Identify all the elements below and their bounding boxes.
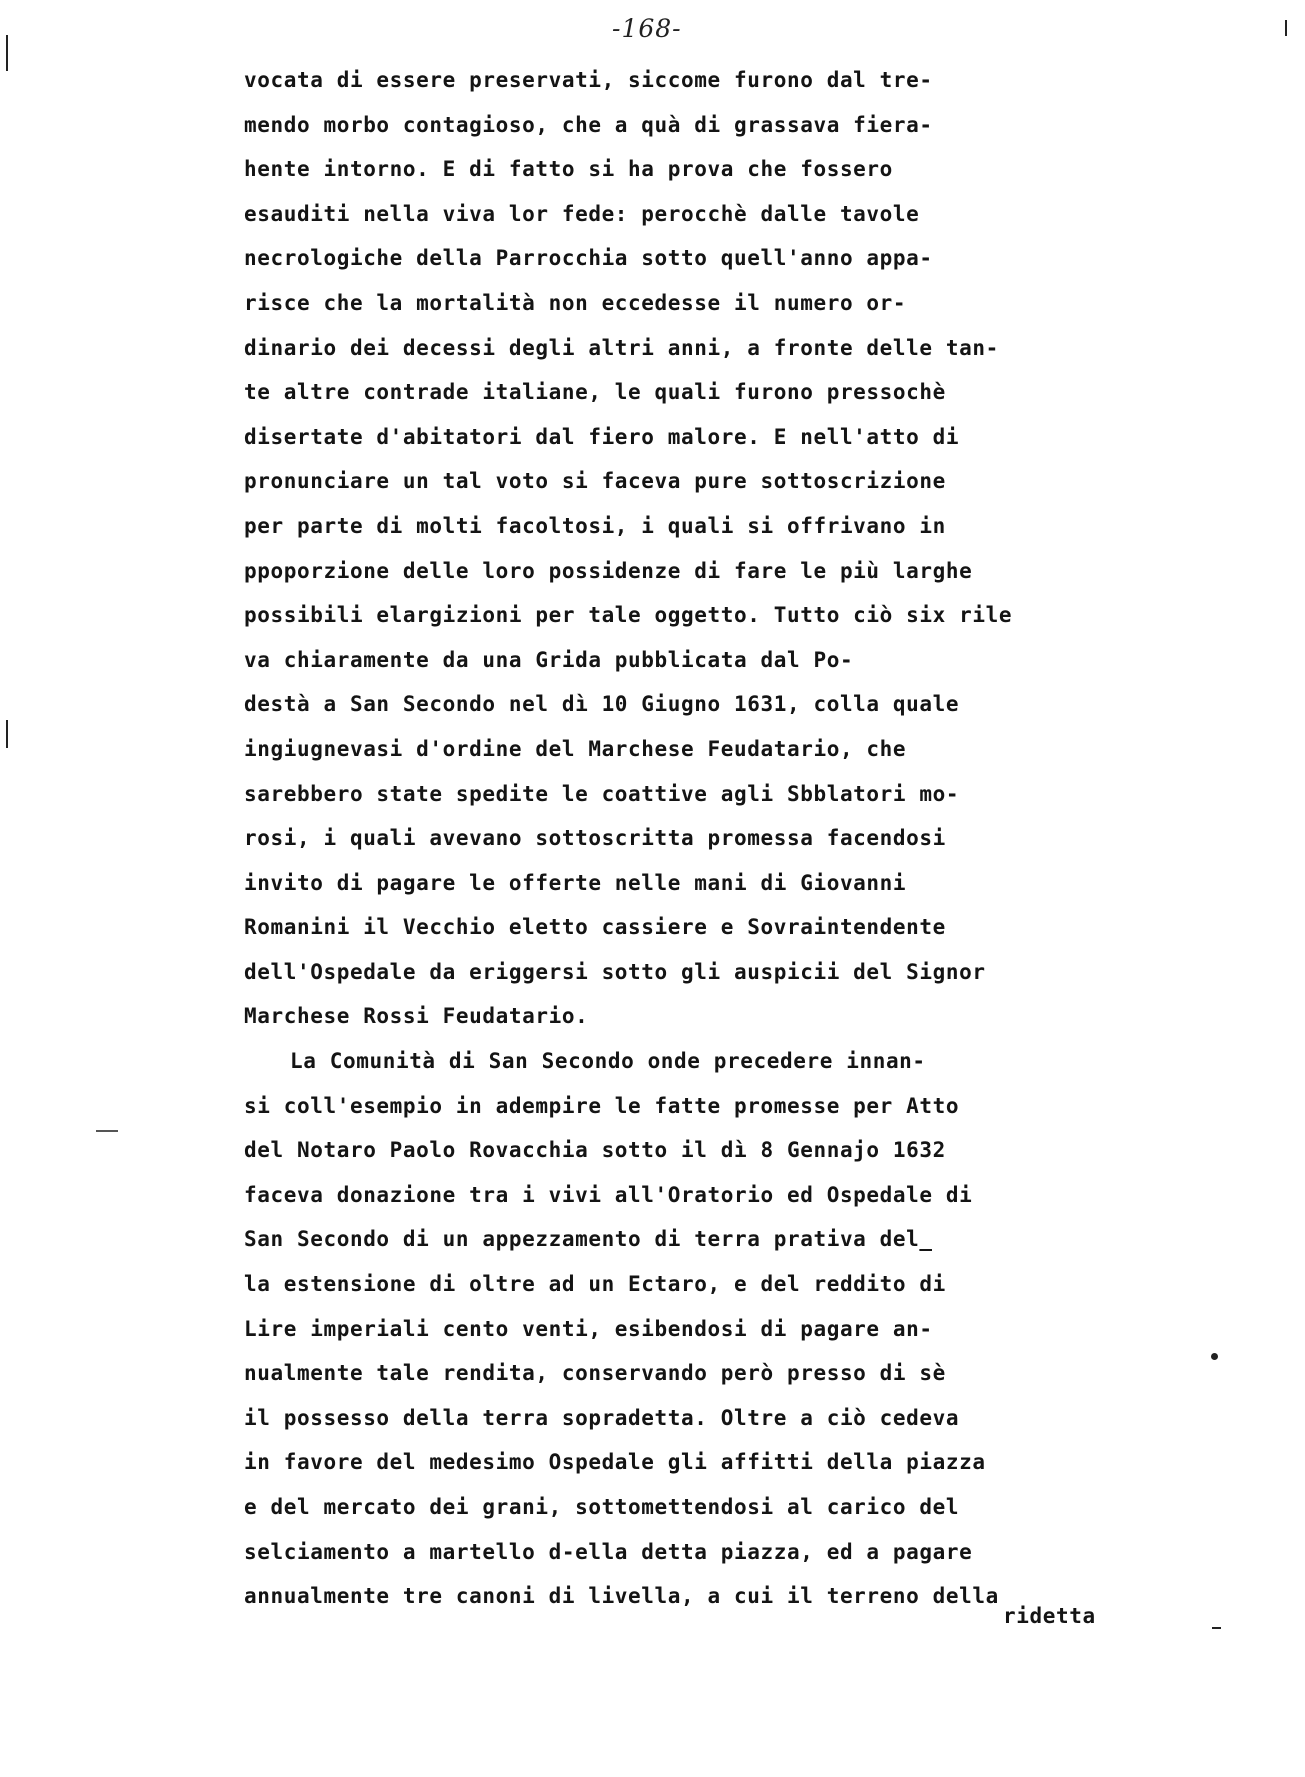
- text-line: la estensione di oltre ad un Ectaro, e del reddito di: [244, 1272, 946, 1297]
- text-line: il possesso della terra sopradetta. Oltre a ciò cedeva: [244, 1405, 960, 1430]
- text-line: disertate d'abitatori dal fiero malore. E nell'atto di: [244, 424, 960, 449]
- paragraph-start-line: La Comunità di San Secondo onde precedere innan-: [290, 1049, 926, 1074]
- scan-mark: [1285, 20, 1287, 36]
- scan-mark: [6, 720, 8, 748]
- catchword: ridetta: [1003, 1604, 1096, 1628]
- text-line: del Notaro Paolo Rovacchia sotto il dì 8 Gennajo 1632: [244, 1138, 946, 1163]
- text-line: faceva donazione tra i vivi all'Oratorio ed Ospedale di: [244, 1182, 973, 1207]
- text-line: pronunciare un tal voto si faceva pure sottoscrizione: [244, 469, 946, 494]
- text-line: Marchese Rossi Feudatario.: [244, 1004, 589, 1029]
- text-line: ppoporzione delle loro possidenze di fare le più larghe: [244, 558, 973, 583]
- text-line: dell'Ospedale da eriggersi sotto gli auspicii del Signor: [244, 959, 986, 984]
- text-line: dinario dei decessi degli altri anni, a fronte delle tan-: [244, 335, 999, 360]
- text-line: per parte di molti facoltosi, i quali si offrivano in: [244, 513, 946, 538]
- text-line: te altre contrade italiane, le quali furono pressochè: [244, 380, 946, 405]
- text-line: annualmente tre canoni di livella, a cui il terreno della: [244, 1584, 999, 1609]
- scan-mark: [96, 1130, 118, 1132]
- text-line: esauditi nella viva lor fede: perocchè dalle tavole: [244, 201, 920, 226]
- text-line: selciamento a martello d-ella detta piazza, ed a pagare: [244, 1539, 973, 1564]
- text-line: e del mercato dei grani, sottomettendosi al carico del: [244, 1495, 960, 1519]
- text-line: San Secondo di un appezzamento di terra prativa del_: [244, 1227, 933, 1252]
- text-line: Lire imperiali cento venti, esibendosi di pagare an-: [244, 1316, 933, 1341]
- text-line: risce che la mortalità non eccedesse il numero or-: [244, 290, 907, 315]
- text-line: invito di pagare le offerte nelle mani di Giovanni: [244, 870, 907, 895]
- text-line: mendo morbo contagioso, che a quà di grassava fiera-: [244, 112, 933, 137]
- text-line: ingiugnevasi d'ordine del Marchese Feudatario, che: [244, 736, 907, 761]
- text-line: va chiaramente da una Grida pubblicata dal Po-: [244, 647, 854, 672]
- scan-mark: [1211, 1353, 1218, 1360]
- text-line: destà a San Secondo nel dì 10 Giugno 1631, colla quale: [244, 692, 960, 717]
- body-text: [244, 58, 1124, 1619]
- text-line: si coll'esempio in adempire le fatte promesse per Atto: [244, 1093, 960, 1118]
- text-line: hente intorno. E di fatto si ha prova che fossero: [244, 157, 893, 182]
- text-line: necrologiche della Parrocchia sotto quell'anno appa-: [244, 246, 933, 271]
- text-line: possibili elargizioni per tale oggetto. Tutto ciò six rile: [244, 603, 1013, 628]
- text-line: vocata di essere preservati, siccome furono dal tre-: [244, 68, 933, 92]
- text-line: nualmente tale rendita, conservando però presso di sè: [244, 1361, 946, 1386]
- text-line: Romanini il Vecchio eletto cassiere e Sovraintendente: [244, 915, 946, 940]
- scan-mark: [1212, 1627, 1221, 1629]
- page-number: -168-: [612, 14, 682, 43]
- text-line: in favore del medesimo Ospedale gli affitti della piazza: [244, 1450, 986, 1475]
- text-line: sarebbero state spedite le coattive agli Sbblatori mo-: [244, 781, 960, 806]
- text-line: rosi, i quali avevano sottoscritta promessa facendosi: [244, 826, 946, 851]
- scan-mark: [6, 35, 8, 71]
